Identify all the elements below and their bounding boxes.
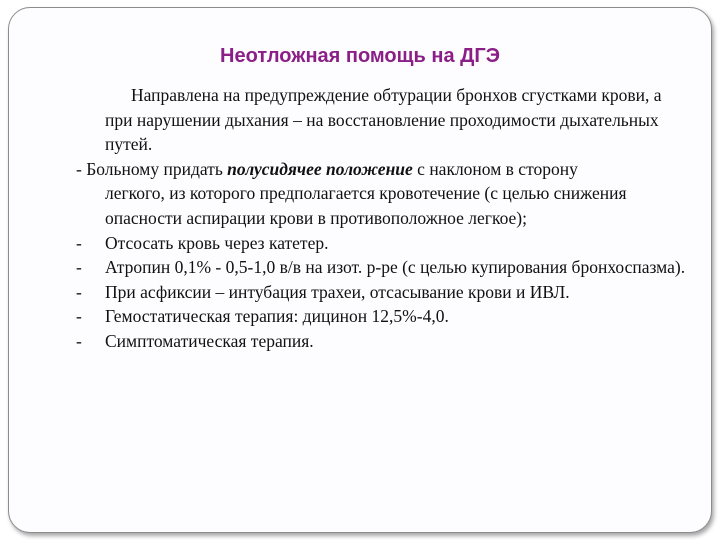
bullet-dash: -: [76, 281, 82, 302]
item-continuation: легкого, из которого предполагается кровотечение (с целью снижения опасности аспирации крови в противоположное легкое);: [105, 183, 627, 228]
slide: [8, 7, 712, 533]
slide-title: Неотложная помощь на ДГЭ: [220, 45, 500, 67]
bullet-dash: -: [76, 232, 82, 253]
bullet-dash: -: [76, 257, 82, 278]
intro-paragraph: Направлена на предупреждение обтурации бронхов сгустками крови, а при нарушении дыхания – на восстановление проходимости дыхательных путей.: [105, 85, 662, 155]
list-item: [76, 231, 686, 256]
list-item: [76, 255, 686, 280]
list-item-text: Симптоматическая терапия.: [105, 330, 314, 351]
list-item: [76, 329, 686, 354]
list-item-text: При асфиксии – интубация трахеи, отсасывание крови и ИВЛ.: [105, 281, 570, 302]
list-item-text: Отсосать кровь через катетер.: [105, 232, 329, 253]
item-emphasis: полусидячее положение: [227, 158, 413, 179]
list-item: [76, 304, 686, 329]
list-item-text: Атропин 0,1% - 0,5-1,0 в/в на изот. р-ре (с целью купирования бронхоспазма).: [105, 257, 686, 278]
list-item-position: [76, 157, 686, 231]
item-text-before: Больному придать: [86, 158, 228, 179]
bullet-dash: -: [76, 330, 82, 351]
slide-body: [76, 83, 686, 354]
bullet-dash: -: [76, 306, 82, 327]
list-item: [76, 280, 686, 305]
bullet-dash: -: [76, 158, 82, 179]
item-text-after: с наклоном в сторону: [412, 158, 578, 179]
list-item-text: Гемостатическая терапия: дицинон 12,5%-4,0.: [105, 306, 449, 327]
